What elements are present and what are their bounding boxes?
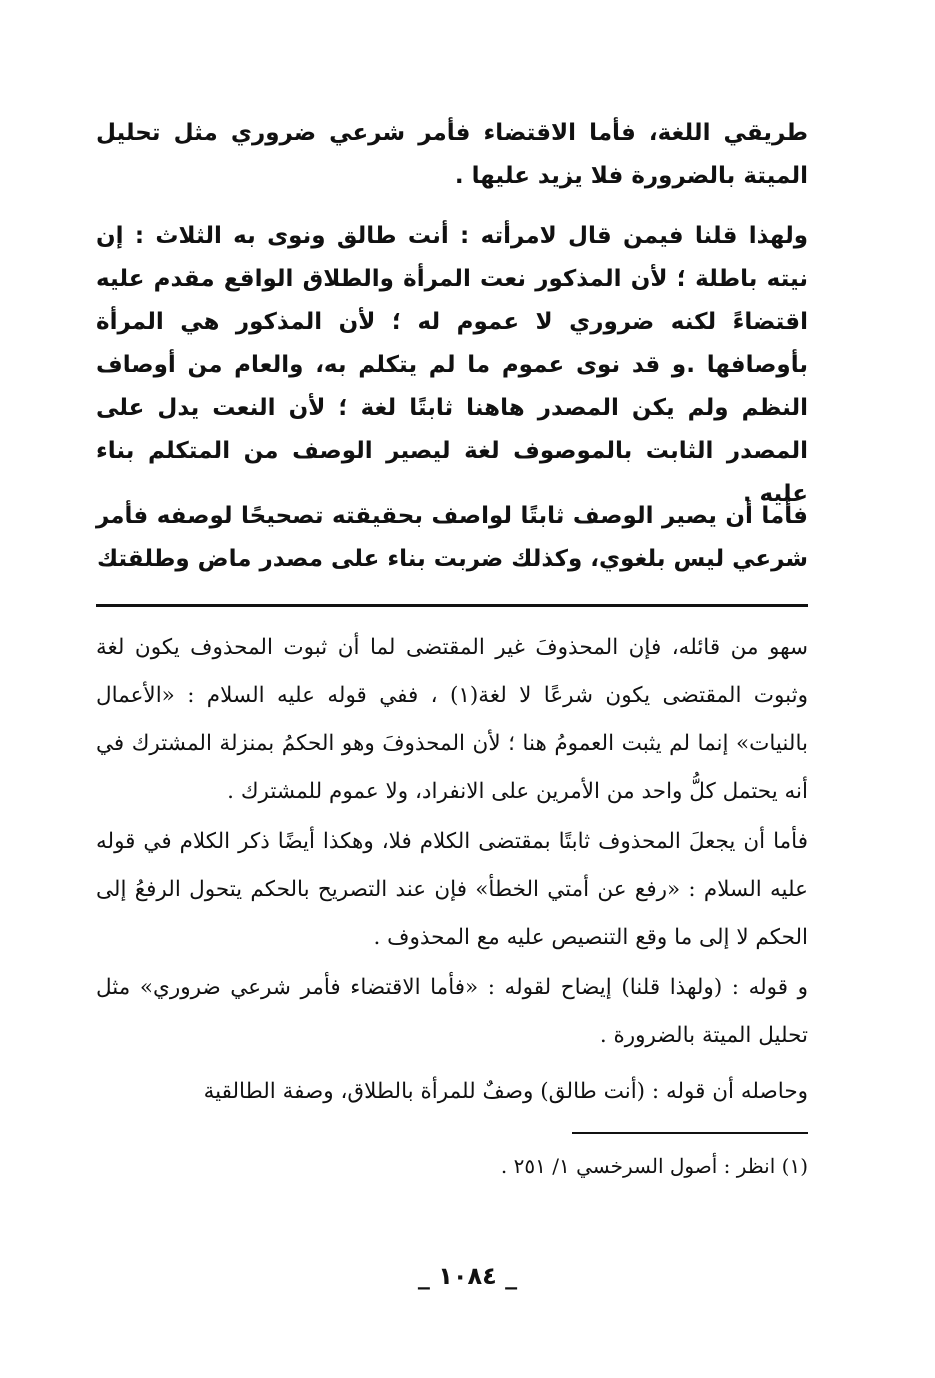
main-text-paragraph-2: ولهذا قلنا فيمن قال لامرأته : أنت طالق ونوى به الثلاث : إن نيته باطلة ؛ لأن المذكور نعت المرأة والطلاق الواقع مقدم عليه اقتضاءً لكنه ضروري لا عموم له ؛ لأن المذكور هي المرأة بأوصافها .و قد نوى عموم ما لم يتكلم به، والعام من أوصاف النظم ولم يكن المصدر هاهنا ثابتًا لغة ؛ لأن النعت يدل على المصدر الثابت بالموصوف لغة ليصير الوصف من المتكلم بناء عليه .: [96, 223, 808, 507]
commentary-paragraph-3: و قوله : (ولهذا قلنا) إيضاح لقوله : «فأما الاقتضاء فأمر شرعي ضروري» مثل تحليل الميتة بالضرورة .: [96, 975, 808, 1048]
text-divider: [96, 604, 808, 607]
commentary-paragraph-4: وحاصله أن قوله : (أنت طالق) وصفٌ للمرأة بالطلاق، وصفة الطالقية: [203, 1079, 808, 1104]
commentary-paragraph-1: سهو من قائله، فإن المحذوفَ غير المقتضى لما أن ثبوت المحذوف يكون لغة وثبوت المقتضى يكون شرعًا لا لغة(١) ، ففي قوله عليه السلام : «الأعمال بالنيات» إنما لم يثبت العمومُ هنا ؛ لأن المحذوفَ وهو الحكمُ بمنزلة المشترك في أنه يحتمل كلُّ واحد من الأمرين على الانفراد، ولا عموم للمشترك .: [96, 635, 808, 804]
commentary-paragraph-2: فأما أن يجعلَ المحذوف ثابتًا بمقتضى الكلام فلا، وهكذا أيضًا ذكر الكلام في قوله عليه السلام : «رفع عن أمتي الخطأ» فإن عند التصريح بالحكم يتحول الرفعُ إلى الحكم لا إلى ما وقع التنصيص عليه مع المحذوف .: [96, 829, 808, 950]
main-text-paragraph-3: فأما أن يصير الوصف ثابتًا لواصف بحقيقته تصحيحًا لوصفه فأمر شرعي ليس بلغوي، وكذلك ضربت بناء على مصدر ماض وطلقتك: [96, 503, 808, 572]
page-number: _ ١٠٨٤ _: [417, 1262, 518, 1290]
main-text-paragraph-1: طريقي اللغة، فأما الاقتضاء فأمر شرعي ضروري مثل تحليل الميتة بالضرورة فلا يزيد عليها .: [96, 120, 808, 189]
footnote-divider: [572, 1132, 808, 1134]
footnote: (١) انظر : أصول السرخسي ١/ ٢٥١ .: [500, 1154, 808, 1178]
